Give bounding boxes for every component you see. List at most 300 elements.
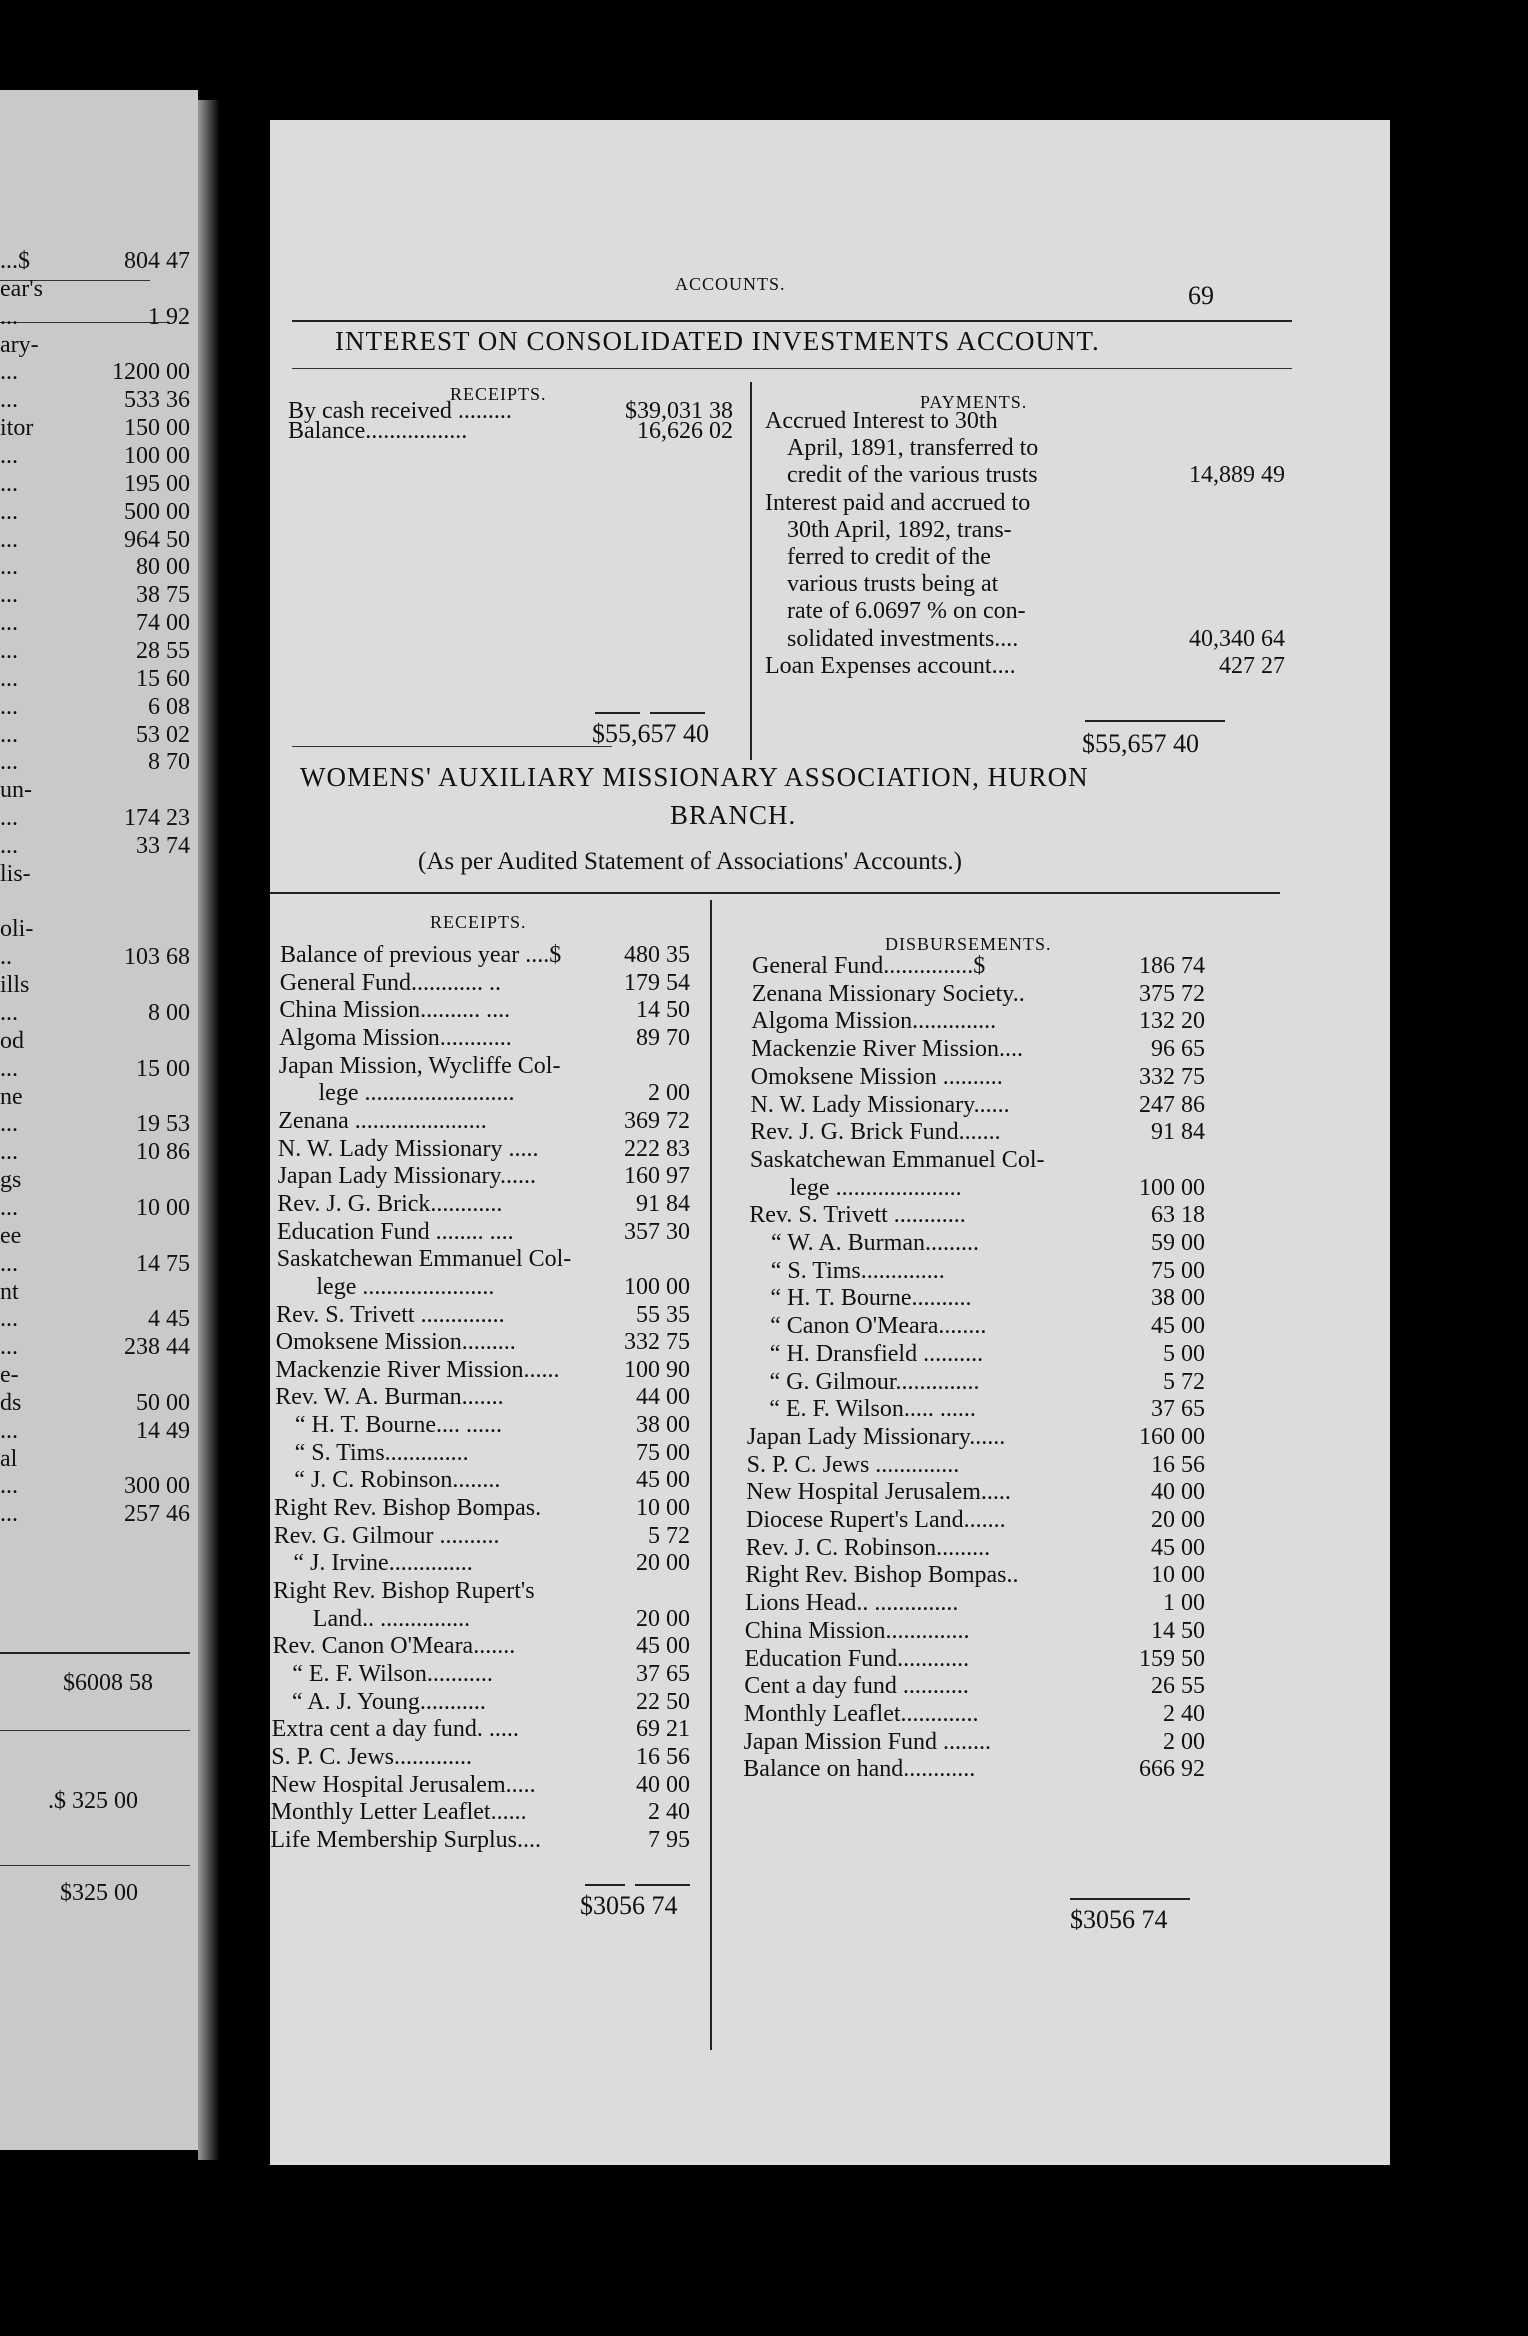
left-row	[0, 1028, 198, 1056]
left-row-amount: 150 00	[124, 415, 190, 442]
disbursement-row	[746, 1479, 1205, 1507]
left-row	[0, 889, 198, 917]
womens-subtitle: (As per Audited Statement of Associations' Accounts.)	[418, 848, 963, 875]
disbursement-label: China Mission..............	[744, 1617, 970, 1644]
disbursement-row	[743, 1756, 1205, 1784]
womens-rule	[270, 892, 1280, 894]
receipt-row	[274, 1523, 690, 1551]
left-row-amount: 8 70	[148, 749, 190, 776]
disbursement-label: “ H. Dransfield ..........	[769, 1340, 984, 1367]
disbursement-amount: 37 65	[1150, 1396, 1205, 1423]
disbursement-amount: 91 84	[1150, 1119, 1205, 1146]
left-row-fragment: ...	[0, 1417, 18, 1444]
receipt-amount: 75 00	[635, 1439, 690, 1466]
receipt-amount: 16 56	[635, 1743, 690, 1770]
left-row-fragment: ...	[0, 1194, 18, 1221]
interest-payment-row	[765, 435, 1285, 463]
disbursement-amount: 100 00	[1138, 1174, 1205, 1201]
receipt-label: “ H. T. Bourne.... ......	[294, 1412, 502, 1438]
interest-receipt-label: Balance.................	[288, 418, 468, 444]
disbursement-label: Rev. J. C. Robinson.........	[745, 1534, 991, 1561]
disbursement-amount: 186 74	[1139, 953, 1205, 979]
receipt-label: Monthly Letter Leaflet......	[270, 1799, 527, 1826]
left-row	[0, 1111, 198, 1139]
left-row	[0, 248, 198, 276]
receipt-row	[275, 1440, 690, 1468]
receipt-label: “ E. F. Wilson...........	[292, 1660, 493, 1687]
receipt-row	[272, 1689, 690, 1717]
receipt-label: Rev. J. G. Brick............	[277, 1190, 503, 1217]
disbursement-amount: 2 40	[1162, 1700, 1205, 1727]
receipt-amount: 20 00	[635, 1605, 690, 1632]
left-row-fragment: ...	[0, 582, 18, 609]
interest-receipt-label: By cash received .........	[288, 398, 512, 424]
left-row-fragment: ...	[0, 1501, 18, 1528]
disbursement-label: “ E. F. Wilson..... ......	[769, 1396, 976, 1423]
receipt-amount: 44 00	[635, 1384, 690, 1411]
receipt-label: Land.. ...............	[312, 1605, 471, 1632]
left-row-amount: 33 74	[136, 832, 190, 859]
disbursement-amount: 1 00	[1162, 1590, 1205, 1617]
left-row	[0, 304, 198, 332]
left-row-fragment: ...	[0, 610, 18, 636]
receipt-row	[275, 1412, 690, 1440]
interest-payment-row	[765, 462, 1285, 490]
receipt-row	[276, 1274, 690, 1302]
womens-receipts-head: RECEIPTS.	[430, 912, 527, 932]
disbursement-label: Zenana Missionary Society..	[751, 980, 1025, 1007]
receipt-row	[277, 1191, 690, 1219]
left-row	[0, 1251, 198, 1279]
left-row	[0, 1195, 198, 1223]
left-row	[0, 1418, 198, 1446]
disbursement-row	[744, 1729, 1205, 1757]
left-row-fragment: ...	[0, 470, 18, 497]
receipt-amount: 480 35	[624, 942, 690, 968]
receipt-row	[278, 1163, 690, 1191]
disbursement-amount: 5 72	[1163, 1368, 1205, 1395]
left-row	[0, 499, 198, 527]
disbursement-row	[752, 981, 1205, 1009]
left-row-fragment: e-	[0, 1362, 19, 1388]
disbursement-row	[749, 1230, 1205, 1258]
left-row-amount: 14 75	[136, 1250, 190, 1277]
left-row-amount: 533 36	[124, 387, 190, 414]
disbursement-label: “ Canon O'Meara........	[770, 1313, 987, 1340]
disbursement-amount: 132 20	[1138, 1008, 1205, 1035]
left-row-amount: 238 44	[124, 1334, 190, 1361]
disbursement-amount: 38 00	[1150, 1285, 1205, 1312]
receipt-label: Mackenzie River Mission......	[275, 1356, 560, 1383]
left-row-amount: 500 00	[124, 498, 190, 525]
disbursement-amount: 375 72	[1138, 980, 1205, 1007]
disbursement-amount: 20 00	[1151, 1507, 1205, 1533]
left-row-fragment: ...	[0, 749, 18, 776]
left-row	[0, 1084, 198, 1112]
disbursement-amount: 5 00	[1162, 1340, 1205, 1367]
left-row	[0, 610, 198, 638]
receipt-amount: 100 00	[623, 1273, 690, 1300]
left-row-fragment: ...	[0, 693, 18, 720]
disbursement-label: “ G. Gilmour..............	[769, 1368, 980, 1395]
left-row-amount: 804 47	[124, 248, 190, 274]
disbursement-label: Omoksene Mission ..........	[750, 1063, 1003, 1090]
receipt-amount: 332 75	[623, 1329, 690, 1356]
disbursement-label: Japan Lady Missionary......	[746, 1423, 1006, 1450]
interest-payment-text: 30th April, 1892, trans-	[787, 516, 1012, 543]
receipt-amount: 22 50	[635, 1688, 690, 1715]
left-row-amount: 15 60	[136, 665, 190, 692]
receipt-label: Rev. G. Gilmour ..........	[273, 1522, 500, 1549]
left-row	[0, 582, 198, 610]
left-row-fragment: od	[0, 1027, 24, 1054]
receipt-row	[273, 1633, 691, 1661]
left-row	[0, 749, 198, 777]
receipt-label: Rev. W. A. Burman.......	[275, 1384, 504, 1411]
left-row-fragment: ...	[0, 1473, 18, 1500]
receipt-label: New Hospital Jerusalem.....	[271, 1771, 536, 1798]
left-row-fragment: ...	[0, 721, 18, 748]
left-row-fragment: ...	[0, 554, 18, 581]
receipt-row	[275, 1384, 690, 1412]
interest-bottom-rule	[292, 746, 612, 747]
disbursement-label: Monthly Leaflet.............	[743, 1700, 979, 1727]
receipt-amount: 10 00	[636, 1495, 690, 1521]
womens-title-2: BRANCH.	[670, 800, 797, 830]
interest-receipts-head: RECEIPTS.	[450, 384, 547, 404]
interest-payment-text: April, 1891, transferred to	[787, 435, 1039, 462]
page-number: 69	[1188, 281, 1214, 310]
receipt-label: Education Fund ........ ....	[277, 1218, 514, 1245]
womens-divider	[710, 900, 712, 2050]
interest-payment-text: Loan Expenses account....	[765, 652, 1016, 679]
left-rule	[0, 1865, 190, 1866]
disbursement-row	[750, 1119, 1205, 1147]
left-amount-325: .$ 325 00	[48, 1788, 138, 1814]
left-row-amount: 195 00	[124, 470, 190, 497]
left-row-fragment: ...$	[0, 248, 30, 274]
disbursement-amount: 75 00	[1150, 1257, 1205, 1284]
left-row	[0, 1279, 198, 1307]
left-row	[0, 1334, 198, 1362]
left-row-amount: 8 00	[148, 1000, 190, 1026]
receipt-amount: 5 72	[647, 1522, 690, 1549]
disbursement-row	[747, 1424, 1205, 1452]
disbursement-amount: 59 00	[1151, 1230, 1205, 1256]
receipt-label: Balance of previous year ....$	[280, 942, 562, 968]
disbursement-row	[745, 1562, 1205, 1590]
left-row-fragment: ...	[0, 1334, 18, 1361]
disbursement-label: Cent a day fund ...........	[744, 1673, 969, 1700]
left-row-amount: 6 08	[148, 693, 190, 720]
receipt-label: Extra cent a day fund. .....	[271, 1716, 519, 1743]
womens-receipts-total: $3056 74	[580, 1891, 678, 1920]
left-row-fragment: un-	[0, 777, 32, 804]
left-row-fragment: itor	[0, 415, 34, 442]
receipt-row	[272, 1716, 690, 1744]
disbursement-row	[745, 1590, 1205, 1618]
left-row-fragment: ...	[0, 1139, 18, 1166]
left-row-fragment: ...	[0, 1000, 18, 1026]
interest-payment-amount: 427 27	[1219, 652, 1285, 679]
receipt-amount: 69 21	[635, 1716, 690, 1743]
disbursement-row	[744, 1701, 1205, 1729]
disbursement-row	[751, 1092, 1206, 1120]
disbursement-label: General Fund...............$	[752, 953, 986, 979]
left-row-fragment: ne	[0, 1083, 23, 1110]
left-row-amount: 53 02	[136, 721, 190, 748]
left-row-fragment: ...	[0, 498, 18, 525]
left-row	[0, 1306, 198, 1334]
disbursement-label: Mackenzie River Mission....	[751, 1036, 1024, 1063]
disbursement-label: Japan Mission Fund ........	[743, 1728, 991, 1755]
left-row-fragment: nt	[0, 1278, 19, 1305]
receipt-label: Life Membership Surplus....	[270, 1826, 542, 1853]
receipt-label: Omoksene Mission.........	[275, 1329, 516, 1356]
disbursement-row	[744, 1673, 1205, 1701]
left-row-fragment: lis-	[0, 860, 31, 887]
sum-rule	[1070, 1898, 1190, 1900]
left-row-amount: 28 55	[136, 637, 190, 664]
receipt-amount: 222 83	[623, 1135, 690, 1162]
disbursement-label: N. W. Lady Missionary......	[750, 1091, 1010, 1118]
receipt-amount: 91 84	[635, 1190, 690, 1217]
left-row	[0, 805, 198, 833]
receipt-label: Japan Mission, Wycliffe Col-	[278, 1052, 561, 1079]
left-row	[0, 1390, 198, 1418]
disbursement-amount: 10 00	[1150, 1562, 1205, 1589]
left-row-amount: 1200 00	[112, 359, 190, 386]
left-row-fragment: oli-	[0, 916, 34, 943]
left-row-fragment: ...	[0, 832, 18, 859]
disbursement-row	[751, 1064, 1205, 1092]
disbursement-row	[747, 1452, 1205, 1480]
disbursement-row	[745, 1618, 1205, 1646]
receipt-label: Japan Lady Missionary......	[277, 1163, 536, 1190]
receipt-amount: 45 00	[635, 1467, 690, 1494]
interest-payment-text: various trusts being at	[787, 571, 999, 598]
left-row	[0, 276, 198, 304]
interest-receipt-amount: $39,031 38	[625, 398, 733, 424]
left-row	[0, 972, 198, 1000]
disbursement-amount: 45 00	[1150, 1313, 1205, 1340]
interest-payment-text: rate of 6.0697 % on con-	[787, 598, 1026, 625]
left-row-fragment: ds	[0, 1389, 22, 1416]
disbursement-row	[747, 1396, 1205, 1424]
receipt-amount: 369 72	[623, 1107, 690, 1134]
interest-receipt-row	[288, 418, 733, 446]
left-row-amount: 80 00	[136, 554, 190, 581]
receipt-row	[271, 1744, 690, 1772]
left-row	[0, 944, 198, 972]
receipt-row	[278, 1136, 690, 1164]
left-row	[0, 387, 198, 415]
left-row-fragment: ...	[0, 387, 18, 414]
receipt-label: Saskatchewan Emmanuel Col-	[276, 1246, 572, 1273]
left-row	[0, 694, 198, 722]
interest-title: INTEREST ON CONSOLIDATED INVESTMENTS ACCOUNT.	[335, 326, 1100, 356]
left-row-amount: 10 00	[136, 1194, 190, 1221]
interest-payment-row	[765, 517, 1285, 545]
interest-payment-row	[765, 626, 1285, 654]
left-row-fragment: ...	[0, 443, 18, 469]
disbursement-label: lege .....................	[789, 1174, 962, 1201]
receipt-row	[274, 1467, 690, 1495]
left-row-fragment: ...	[0, 359, 18, 386]
running-title: ACCOUNTS.	[675, 274, 786, 294]
sum-rule	[650, 712, 705, 714]
left-row	[0, 1000, 198, 1028]
interest-payments-head: PAYMENTS.	[920, 392, 1028, 412]
left-row-fragment: ...	[0, 1055, 18, 1082]
receipt-label: S. P. C. Jews.............	[271, 1743, 473, 1770]
left-row	[0, 833, 198, 861]
disbursement-label: Rev. J. G. Brick Fund.......	[750, 1119, 1001, 1146]
receipt-amount: 38 00	[635, 1412, 690, 1438]
disbursement-label: Education Fund............	[744, 1645, 970, 1672]
womens-title-1: WOMENS' AUXILIARY MISSIONARY ASSOCIATION, HURON	[300, 762, 1089, 792]
interest-payment-row	[765, 571, 1285, 599]
receipt-row	[278, 1108, 690, 1136]
disbursement-label: S. P. C. Jews ..............	[746, 1451, 960, 1478]
receipt-amount: 357 30	[624, 1218, 690, 1245]
left-row	[0, 359, 198, 387]
disbursement-row	[748, 1369, 1206, 1397]
left-row	[0, 332, 198, 360]
receipt-row	[271, 1772, 690, 1800]
left-row-amount: 964 50	[124, 526, 190, 553]
interest-receipt-amount: 16,626 02	[637, 418, 733, 444]
interest-total-left: $55,657 40	[592, 719, 709, 748]
interest-rule	[292, 368, 1292, 369]
disbursement-amount: 160 00	[1138, 1423, 1205, 1450]
disbursement-amount: 16 56	[1150, 1451, 1205, 1478]
left-row-fragment: gs	[0, 1167, 22, 1194]
left-total: $6008 58	[63, 1670, 153, 1696]
receipt-amount: 2 40	[647, 1799, 690, 1826]
interest-payment-row	[765, 598, 1285, 626]
receipt-label: lege .........................	[318, 1080, 515, 1107]
left-total-rule	[0, 1652, 190, 1654]
receipt-label: “ S. Tims..............	[294, 1439, 469, 1466]
receipt-row	[279, 997, 690, 1025]
disbursement-row	[748, 1285, 1205, 1313]
left-total-325: $325 00	[60, 1880, 138, 1906]
receipt-label: Rev. Canon O'Meara.......	[272, 1633, 516, 1660]
disbursement-label: Diocese Rupert's Land.......	[746, 1507, 1006, 1533]
receipt-amount: 37 65	[635, 1660, 690, 1687]
disbursement-row	[750, 1147, 1205, 1175]
disbursement-row	[752, 953, 1205, 981]
womens-disbursements-head: DISBURSEMENTS.	[885, 934, 1052, 954]
disbursement-amount: 2 00	[1162, 1728, 1205, 1755]
receipt-label: lege ......................	[316, 1273, 495, 1300]
left-row-fragment: ary-	[0, 331, 39, 358]
left-row	[0, 916, 198, 944]
book-gutter	[198, 100, 270, 2160]
receipt-amount: 2 00	[648, 1080, 690, 1107]
left-row-fragment: ...	[0, 1250, 18, 1277]
left-row-fragment: ...	[0, 805, 18, 831]
left-row	[0, 1139, 198, 1167]
left-row-fragment: ...	[0, 526, 18, 553]
disbursement-row	[751, 1036, 1205, 1064]
interest-payment-amount: 14,889 49	[1189, 462, 1285, 489]
receipt-label: China Mission.......... ....	[279, 997, 511, 1024]
left-row-fragment: ...	[0, 1306, 18, 1333]
receipt-row	[273, 1550, 690, 1578]
left-row	[0, 861, 198, 889]
disbursement-row	[746, 1507, 1205, 1535]
receipt-amount: 100 90	[624, 1356, 690, 1383]
disbursement-amount: 14 50	[1150, 1617, 1205, 1644]
disbursement-label: Saskatchewan Emmanuel Col-	[749, 1146, 1045, 1173]
left-row	[0, 415, 198, 443]
receipt-label: “ A. J. Young...........	[291, 1688, 486, 1715]
disbursement-row	[749, 1258, 1205, 1286]
interest-total-right: $55,657 40	[1082, 729, 1199, 758]
interest-payment-text: ferred to credit of the	[787, 544, 991, 570]
disbursement-amount: 247 86	[1139, 1091, 1205, 1118]
receipt-label: General Fund............ ..	[279, 969, 501, 996]
disbursement-label: New Hospital Jerusalem.....	[746, 1479, 1011, 1506]
left-row-amount: 4 45	[148, 1306, 190, 1333]
left-row-amount: 103 68	[124, 944, 190, 971]
left-page	[0, 90, 198, 2150]
disbursement-label: “ S. Tims..............	[770, 1257, 945, 1284]
left-row-amount: 14 49	[136, 1417, 190, 1444]
sum-rule	[1085, 720, 1225, 722]
left-row	[0, 443, 198, 471]
receipt-amount: 179 54	[623, 969, 690, 996]
disbursement-row	[750, 1175, 1205, 1203]
disbursement-label: Rev. S. Trivett ............	[749, 1202, 966, 1229]
interest-payment-text: Accrued Interest to 30th	[765, 408, 998, 434]
left-row-amount: 10 86	[136, 1139, 190, 1166]
interest-payment-row	[765, 544, 1285, 572]
receipt-row	[273, 1606, 690, 1634]
receipt-row	[279, 1080, 691, 1108]
left-row	[0, 777, 198, 805]
left-row-fragment: ...	[0, 665, 18, 692]
interest-payment-row	[765, 653, 1285, 681]
receipt-row	[274, 1495, 690, 1523]
main-page	[270, 120, 1390, 2165]
left-row-amount: 257 46	[124, 1501, 190, 1528]
disbursement-row	[748, 1313, 1205, 1341]
receipt-amount: 160 97	[623, 1163, 690, 1190]
receipt-row	[276, 1357, 691, 1385]
interest-payment-row	[765, 408, 1285, 436]
disbursement-label: Balance on hand............	[743, 1756, 976, 1783]
disbursement-label: Right Rev. Bishop Bompas..	[745, 1562, 1019, 1589]
disbursement-amount: 666 92	[1138, 1756, 1205, 1783]
receipt-row	[271, 1799, 690, 1827]
left-row	[0, 1167, 198, 1195]
left-row	[0, 1056, 198, 1084]
sum-rule	[595, 712, 640, 714]
receipt-row	[280, 942, 690, 970]
left-row-amount: 1 92	[148, 303, 190, 330]
left-row	[0, 1501, 198, 1529]
receipt-row	[280, 970, 690, 998]
left-row-amount: 300 00	[124, 1473, 190, 1500]
left-row-fragment: ear's	[0, 275, 43, 302]
disbursement-amount: 63 18	[1150, 1202, 1205, 1229]
left-row	[0, 554, 198, 582]
left-row	[0, 1473, 198, 1501]
receipt-row	[279, 1053, 690, 1081]
